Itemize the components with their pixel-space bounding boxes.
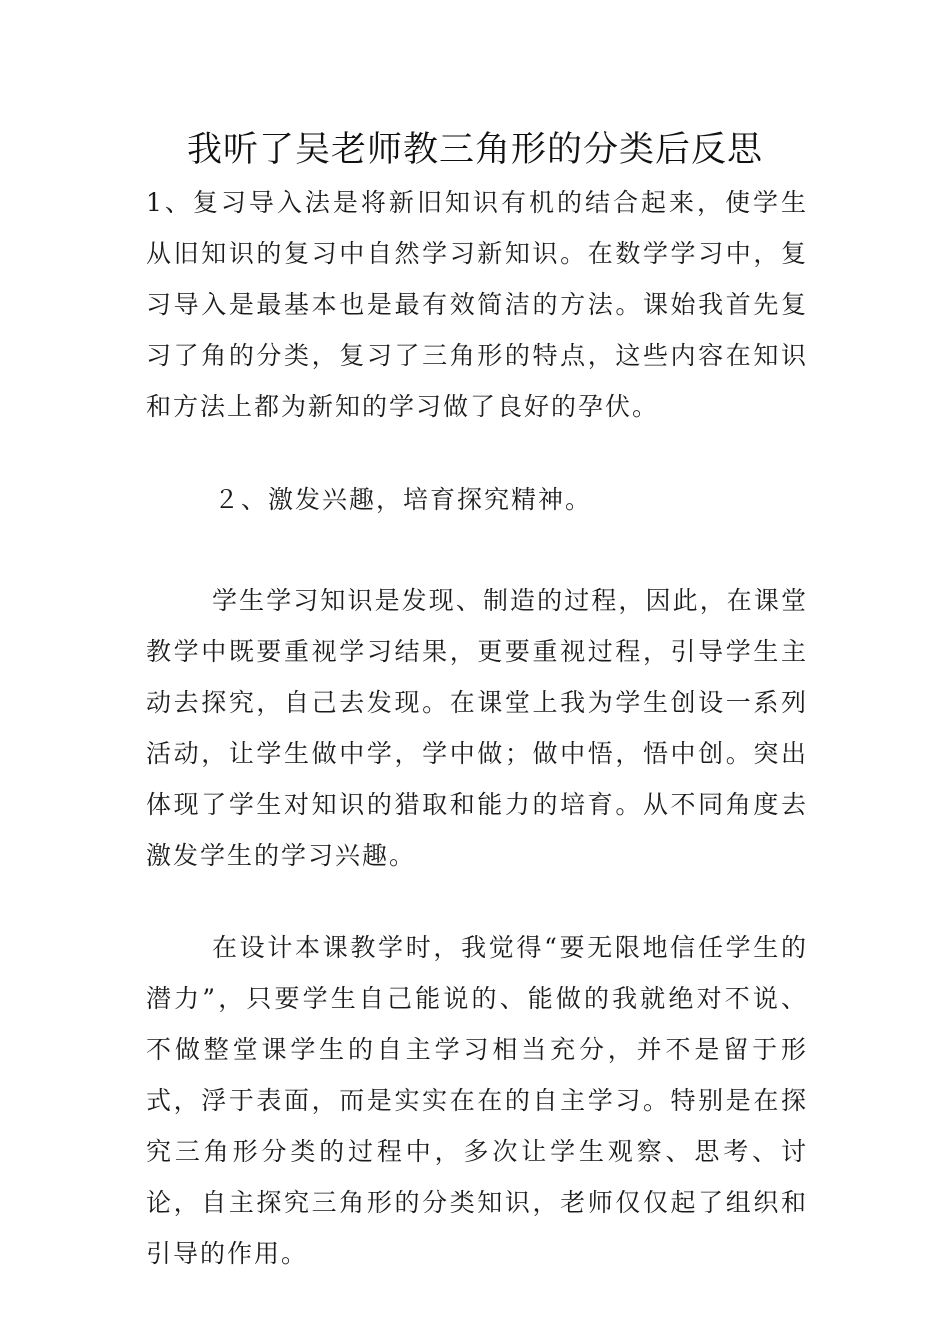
paragraph-learning-process: 学生学习知识是发现、制造的过程，因此，在课堂教学中既要重视学习结果，更要重视过程，引导学生主动去探究，自己去发现。在课堂上我为学生创设一系列活动，让学生做中学，学中做；做中悟，悟中创。突出体现了学生对知识的猎取和能力的培育。从不同角度去激发学生的学习兴趣。 (146, 586, 808, 870)
paragraph-lesson-design: 在设计本课教学时，我觉得“要无限地信任学生的潜力”，只要学生自己能说的、能做的我就绝对不说、不做整堂课学生的自主学习相当充分，并不是留于形式，浮于表面，而是实实在在的自主学习。特别是在探究三角形分类的过程中，多次让学生观察、思考、讨论，自主探究三角形的分类知识，老师仅仅起了组织和引导的作用。 (146, 933, 808, 1268)
paragraph-review-intro: 1、复习导入法是将新旧知识有机的结合起来，使学生从旧知识的复习中自然学习新知识。在数学学习中，复习导入是最基本也是最有效简洁的方法。课始我首先复习了角的分类，复习了三角形的特点，这些内容在知识和方法上都为新知的学习做了良好的孕伏。 (146, 188, 808, 421)
document-title: 我听了吴老师教三角形的分类后反思 (186, 130, 763, 170)
heading-interest-text: ２、激发兴趣，培育探究精神。 (214, 485, 593, 514)
paragraph-heading-interest (146, 474, 808, 525)
